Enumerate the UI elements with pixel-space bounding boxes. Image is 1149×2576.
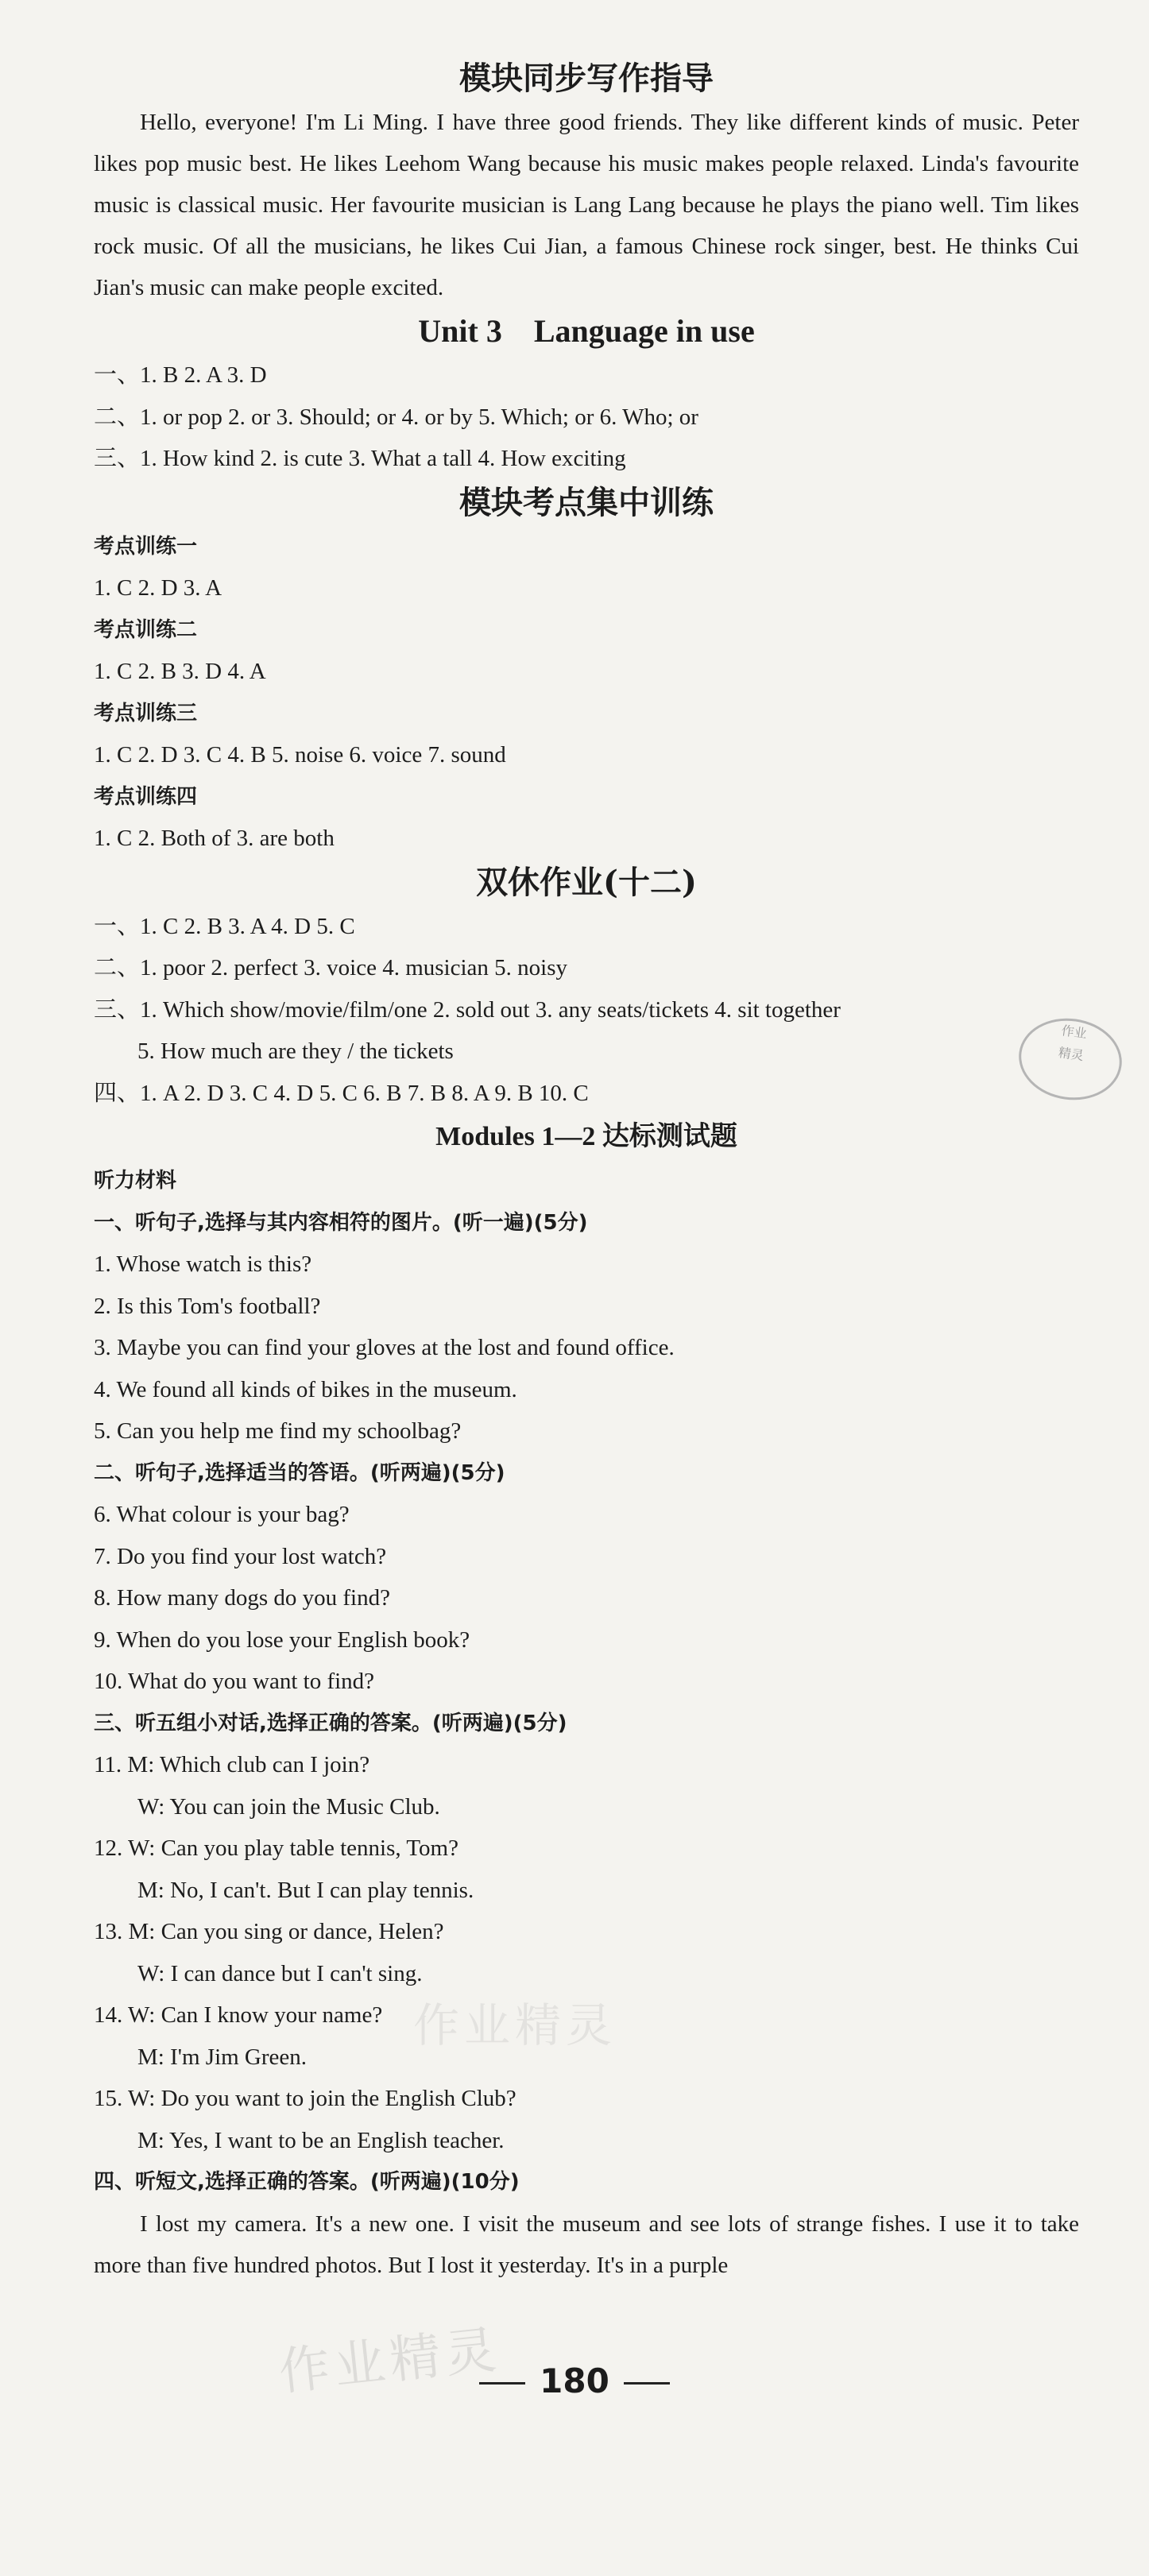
unit3-line-2: 二、1. or pop 2. or 3. Should; or 4. or by 5. Which; or 6. Who; or <box>94 404 698 430</box>
section-4-heading: 四、听短文,选择正确的答案。(听两遍)(10分) <box>94 2170 520 2194</box>
question-3: 3. Maybe you can find your gloves at the lost and found office. <box>94 1335 675 1360</box>
dialog-13-w: W: I can dance but I can't sing. <box>137 1960 423 1986</box>
material-label: 听力材料 <box>94 1169 177 1193</box>
answer-page <box>94 56 1079 2286</box>
focus-label-2: 考点训练二 <box>94 617 198 642</box>
watermark-mid: 作业精灵 <box>413 1998 617 2052</box>
question-2: 2. Is this Tom's football? <box>94 1293 321 1319</box>
homework-title: 双休作业(十二) <box>476 863 697 901</box>
section-1-heading: 一、听句子,选择与其内容相符的图片。(听一遍)(5分) <box>94 1210 588 1235</box>
focus-answers-4: 1. C 2. Both of 3. are both <box>94 826 335 851</box>
dialog-12-m: M: No, I can't. But I can play tennis. <box>137 1877 474 1903</box>
focus-answers-1: 1. C 2. D 3. A <box>94 575 222 601</box>
stamp-bottom: 精灵 <box>1057 1044 1085 1064</box>
question-4: 4. We found all kinds of bikes in the museum. <box>94 1376 517 1402</box>
homework-line-5: 四、1. A 2. D 3. C 4. D 5. C 6. B 7. B 8. A 9. B 10. C <box>94 1080 589 1106</box>
focus-answers-2: 1. C 2. B 3. D 4. A <box>94 659 266 684</box>
dialog-13-m: 13. M: Can you sing or dance, Helen? <box>94 1919 444 1944</box>
question-1: 1. Whose watch is this? <box>94 1251 312 1277</box>
stamp-top: 作业 <box>1060 1023 1088 1042</box>
writing-paragraph <box>94 102 1079 308</box>
dialog-15-m: M: Yes, I want to be an English teacher. <box>137 2127 505 2153</box>
passage-text: I lost my camera. It's a new one. I visit the museum and see lots of strange fishes. I use it to take more than five hundred photos. But I lost it yesterday. It's in a purple <box>94 2210 1079 2278</box>
unit3-line-3: 三、1. How kind 2. is cute 3. What a tall 4. How exciting <box>94 446 626 471</box>
section-2-heading: 二、听句子,选择适当的答语。(听两遍)(5分) <box>94 1460 505 1485</box>
focus-label-1: 考点训练一 <box>94 534 198 559</box>
dialog-12-w: 12. W: Can you play table tennis, Tom? <box>94 1835 458 1861</box>
homework-line-2: 二、1. poor 2. perfect 3. voice 4. musician 5. noisy <box>94 955 567 981</box>
unit3-line-1: 一、1. B 2. A 3. D <box>94 362 267 388</box>
question-6: 6. What colour is your bag? <box>94 1502 350 1527</box>
question-8: 8. How many dogs do you find? <box>94 1585 390 1611</box>
question-5: 5. Can you help me find my schoolbag? <box>94 1418 462 1444</box>
watermark-bottom: 作业精灵 <box>276 2320 504 2403</box>
page-footer <box>0 2361 1149 2400</box>
footer-dash-left <box>479 2382 525 2385</box>
dialog-15-w: 15. W: Do you want to join the English Club? <box>94 2086 516 2111</box>
question-10: 10. What do you want to find? <box>94 1669 375 1694</box>
page-number: 180 <box>540 2361 609 2400</box>
dialog-14-w: 14. W: Can I know your name? <box>94 2002 383 2028</box>
focus-answers-3: 1. C 2. D 3. C 4. B 5. noise 6. voice 7. sound <box>94 742 506 768</box>
homework-line-1: 一、1. C 2. B 3. A 4. D 5. C <box>94 913 355 939</box>
dialog-11-w: W: You can join the Music Club. <box>137 1793 440 1820</box>
section-4-passage <box>94 2203 1079 2286</box>
question-7: 7. Do you find your lost watch? <box>94 1543 387 1569</box>
question-9: 9. When do you lose your English book? <box>94 1626 470 1653</box>
section-3-heading: 三、听五组小对话,选择正确的答案。(听两遍)(5分) <box>94 1711 567 1735</box>
dialog-11-m: 11. M: Which club can I join? <box>94 1752 370 1777</box>
homework-line-4: 5. How much are they / the tickets <box>137 1039 454 1064</box>
focus-label-4: 考点训练四 <box>94 784 198 809</box>
writing-text: Hello, everyone! I'm Li Ming. I have three good friends. They like different kinds of music. Peter likes pop music best. He likes Leehom Wang because his music makes people relaxed. Linda's favourite music is classical music. Her favourite musician is Lang Lang because he plays the piano well. Tim likes rock music. Of all the musicians, he likes Cui Jian, a famous Chinese rock singer, best. He thinks Cui Jian's music can make people excited. <box>94 110 1079 300</box>
focus-title: 模块考点集中训练 <box>459 483 714 521</box>
dialog-14-m: M: I'm Jim Green. <box>137 2044 308 2070</box>
homework-line-3: 三、1. Which show/movie/film/one 2. sold out 3. any seats/tickets 4. sit together <box>94 996 841 1023</box>
focus-label-3: 考点训练三 <box>94 701 198 725</box>
writing-title: 模块同步写作指导 <box>459 60 714 97</box>
unit3-title: Unit 3 Language in use <box>418 313 755 349</box>
footer-dash-right <box>624 2382 670 2385</box>
test-title: Modules 1—2 达标测试题 <box>435 1122 737 1151</box>
